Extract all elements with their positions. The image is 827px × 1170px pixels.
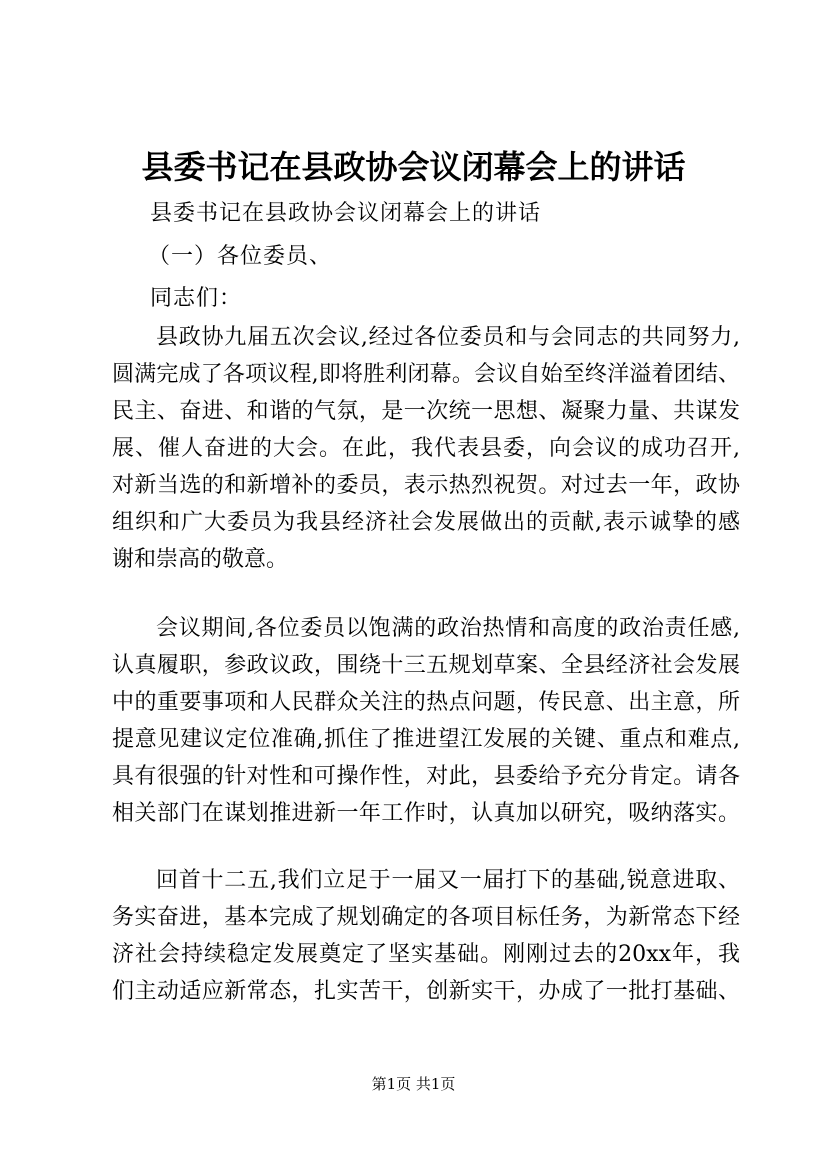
paragraph-line: 认真履职，参政议政，围绕十三五规划草案、全县经济社会发展 [112, 653, 740, 678]
paragraph-line: 县政协九届五次会议,经过各位委员和与会同志的共同努力, [156, 325, 740, 350]
paragraph-line: 会议期间,各位委员以饱满的政治热情和高度的政治责任感, [156, 616, 740, 641]
paragraph-line: 务实奋进，基本完成了规划确定的各项目标任务，为新常态下经 [112, 905, 740, 930]
paragraph-line: 组织和广大委员为我县经济社会发展做出的贡献,表示诚挚的感 [112, 510, 740, 535]
paragraph-1 [112, 319, 740, 578]
document-subtitle: 县委书记在县政协会议闭幕会上的讲话 [150, 201, 542, 226]
paragraph-3 [112, 862, 740, 1010]
paragraph-2 [112, 610, 740, 832]
paragraph-line: 谢和崇高的敬意。 [112, 547, 289, 572]
paragraph-line: 们主动适应新常态，扎实苦干，创新实干，办成了一批打基础、 [112, 979, 740, 1004]
paragraph-line: 具有很强的针对性和可操作性，对此，县委给予充分肯定。请各 [112, 764, 740, 789]
paragraph-line: 相关部门在谋划推进新一年工作时，认真加以研究，吸纳落实。 [112, 801, 740, 826]
salutation-line-1: （一）各位委员、 [148, 244, 333, 269]
paragraph-line: 回首十二五,我们立足于一届又一届打下的基础,锐意进取、 [156, 868, 740, 893]
salutation-line-2: 同志们： [150, 286, 243, 311]
paragraph-line: 济社会持续稳定发展奠定了坚实基础。刚刚过去的20xx年，我 [112, 942, 740, 967]
paragraph-line: 民主、奋进、和谐的气氛，是一次统一思想、凝聚力量、共谋发 [112, 399, 740, 424]
page-footer: 第1页 共1页 [371, 1075, 456, 1093]
paragraph-line: 对新当选的和新增补的委员，表示热烈祝贺。对过去一年，政协 [112, 473, 740, 498]
paragraph-line: 提意见建议定位准确,抓住了推进望江发展的关键、重点和难点, [112, 727, 740, 752]
document-title: 县委书记在县政协会议闭幕会上的讲话 [141, 148, 686, 186]
paragraph-line: 圆满完成了各项议程,即将胜利闭幕。会议自始至终洋溢着团结、 [112, 362, 740, 387]
paragraph-line: 展、催人奋进的大会。在此，我代表县委，向会议的成功召开, [112, 436, 740, 461]
paragraph-line: 中的重要事项和人民群众关注的热点问题，传民意、出主意，所 [112, 690, 740, 715]
